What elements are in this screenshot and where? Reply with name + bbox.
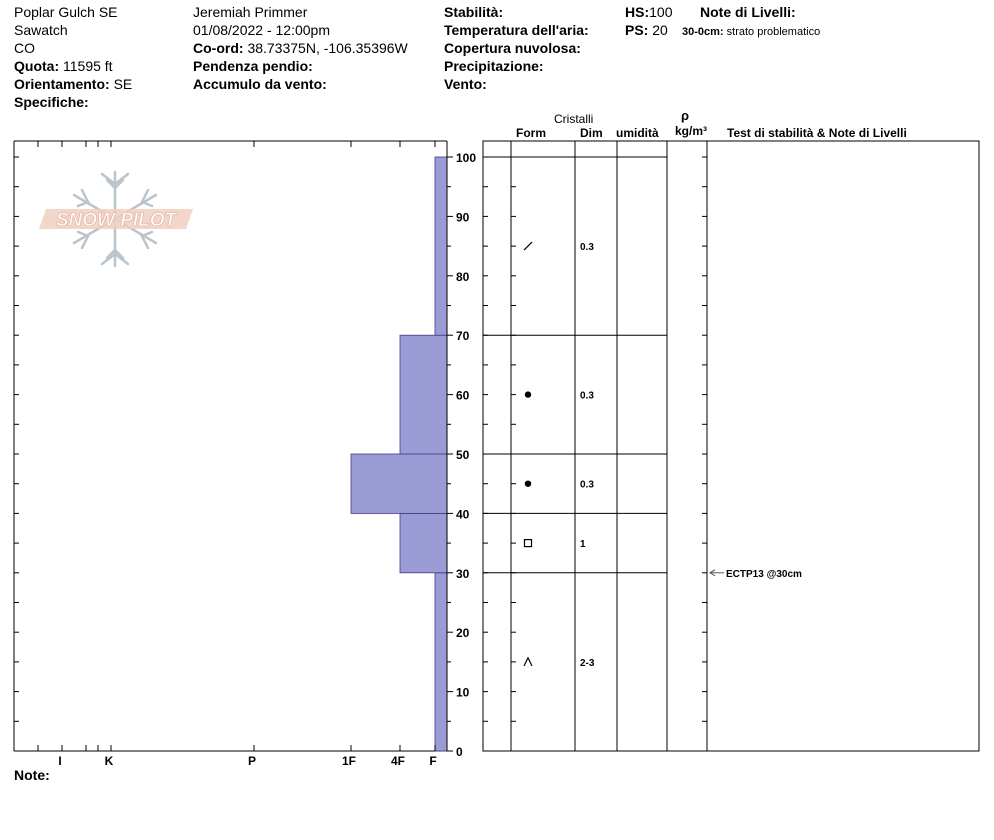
- depth-tick-label: 80: [456, 269, 470, 284]
- ps-label: PS:: [625, 22, 649, 38]
- form-header: Form: [516, 126, 546, 140]
- depth-tick-label: 60: [456, 388, 470, 403]
- stability-label: Stabilità:: [444, 4, 504, 20]
- crystal-size-label: 1: [580, 539, 586, 551]
- mountain-range: Sawatch: [14, 22, 68, 38]
- layer-note-depth: 30-0cm:: [682, 26, 724, 38]
- aspect-label: Orientamento:: [14, 76, 110, 92]
- layer-note-text: strato problematico: [726, 26, 821, 38]
- hardness-bar: [351, 454, 447, 513]
- hardness-plot: [14, 141, 447, 768]
- depth-tick-label: 40: [456, 507, 470, 522]
- air-temp-label: Temperatura dell'aria:: [444, 22, 589, 38]
- hardness-label: P: [247, 754, 257, 768]
- depth-tick-label: 10: [456, 685, 470, 700]
- dim-header: Dim: [580, 126, 603, 140]
- hardness-label: K: [104, 754, 114, 768]
- elevation-value: 11595 ft: [63, 58, 113, 74]
- slope-label: Pendenza pendio:: [193, 58, 313, 74]
- coord-label: Co-ord:: [193, 40, 244, 56]
- rounded-grain-icon: [525, 391, 531, 397]
- hardness-label: F: [429, 754, 437, 768]
- snowpilot-logo: [39, 172, 193, 266]
- aspect-value: SE: [113, 76, 133, 92]
- depth-tick-label: 30: [456, 566, 470, 581]
- hs-label: HS:: [625, 4, 650, 20]
- coord-value: 38.73375N, -106.35396W: [247, 40, 408, 56]
- rho-header: ρ: [681, 108, 690, 123]
- crystal-size-label: 0.3: [580, 390, 594, 402]
- tests-header: Test di stabilità & Note di Livelli: [727, 126, 907, 140]
- hs-value: 100: [649, 4, 673, 20]
- rounded-grain-icon: [525, 481, 531, 487]
- logo-text: SNOW PILOT: [55, 210, 177, 231]
- depth-tick-label: 90: [456, 210, 470, 225]
- depth-axis: [447, 141, 476, 759]
- wind-loading-label: Accumulo da vento:: [193, 76, 327, 92]
- state: CO: [14, 40, 35, 56]
- hardness-bar: [400, 513, 447, 572]
- depth-tick-label: 20: [456, 626, 470, 641]
- hardness-label: 4F: [390, 754, 406, 768]
- hardness-bar: [435, 573, 447, 751]
- hardness-label: 1F: [341, 754, 357, 768]
- date-time: 01/08/2022 - 12:00pm: [193, 22, 330, 38]
- crystal-size-label: 0.3: [580, 479, 594, 491]
- moisture-header: umidità: [616, 126, 659, 140]
- depth-hoar-icon: [524, 658, 532, 666]
- depth-tick-label: 50: [456, 448, 470, 462]
- stability-test-label: ECTP13 @30cm: [726, 568, 802, 580]
- location-name: Poplar Gulch SE: [14, 4, 118, 20]
- crystal-size-label: 0.3: [580, 242, 594, 254]
- elevation-label: Quota:: [14, 58, 60, 74]
- faceted-icon: [525, 540, 532, 547]
- note-label: Note:: [14, 767, 50, 783]
- precipitation-label: Precipitazione:: [444, 58, 544, 74]
- crystals-header: Cristalli: [554, 112, 594, 126]
- specifics-label: Specifiche:: [14, 94, 89, 110]
- hardness-bar: [400, 335, 447, 454]
- cloud-cover-label: Copertura nuvolosa:: [444, 40, 581, 56]
- layers-table: [483, 141, 979, 751]
- hardness-label: I: [58, 754, 62, 768]
- ps-value: 20: [652, 22, 668, 38]
- hardness-bar: [435, 157, 447, 335]
- layer-notes-label: Note di Livelli:: [700, 4, 796, 20]
- table-frame: [483, 141, 979, 751]
- wind-label: Vento:: [444, 76, 487, 92]
- decomposing-icon: [524, 242, 532, 250]
- density-header: kg/m³: [675, 124, 708, 138]
- crystal-size-label: 2-3: [580, 657, 595, 669]
- depth-tick-label: 100: [456, 151, 477, 165]
- observer-name: Jeremiah Primmer: [193, 4, 308, 20]
- depth-tick-label: 70: [456, 329, 470, 344]
- depth-tick-label: 0: [456, 745, 463, 759]
